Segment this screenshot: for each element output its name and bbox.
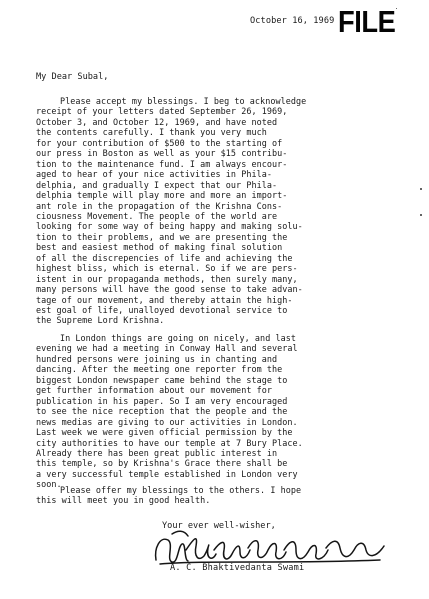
- body-line: Already there has been great public interest in: [36, 447, 278, 458]
- letter-date: October 16, 1969 ;: [250, 16, 345, 26]
- body-line: looking for some way of being happy and making solu-: [36, 221, 303, 232]
- file-stamp: FILE: [338, 4, 396, 39]
- body-line: aged to hear of your nice activities in Phila-: [36, 169, 272, 180]
- body-line: a very successful temple established in London very: [36, 468, 298, 479]
- body-line: the Supreme Lord Krishna.: [36, 315, 165, 326]
- body-line: of all the discrepencies of life and achieving the: [36, 252, 293, 263]
- body-line: delphia temple will play more and more an import-: [36, 190, 288, 201]
- body-line: tion to their problems, and we are presenting the: [36, 231, 288, 242]
- body-line: soon.: [36, 479, 62, 490]
- body-line: our press in Boston as well as your $15 contribu-: [36, 148, 288, 159]
- salutation: My Dear Subal,: [36, 72, 109, 82]
- body-line: receipt of your letters dated September 26, 1969,: [36, 106, 288, 117]
- body-line: delphia, and gradually I expect that our Phila-: [36, 179, 278, 190]
- body-line: publication in his paper. So I am very encouraged: [36, 395, 288, 406]
- body-line: tage of our movement, and thereby attain the high-: [36, 294, 293, 305]
- body-line: to see the nice reception that the people and the: [36, 406, 288, 417]
- body-line: for your contribution of $500 to the starting of: [36, 137, 283, 148]
- body-line: ciousness Movement. The people of the world are: [36, 210, 278, 221]
- body-line: biggest London newspaper came behind the stage to: [36, 374, 288, 385]
- body-line: highest bliss, which is eternal. So if we are pers-: [36, 263, 298, 274]
- body-line: news medias are giving to our activities in London.: [36, 416, 298, 427]
- signatory-name: A. C. Bhaktivedanta Swami: [170, 563, 305, 573]
- body-line: best and easiest method of making final solution: [36, 242, 283, 253]
- body-line: hundred persons were joining us in chanting and: [36, 353, 278, 364]
- body-line: the contents carefully. I thank you very much: [36, 127, 267, 138]
- body-line: In London things are going on nicely, and last: [60, 333, 296, 343]
- body-line: many persons will have the good sense to take advan-: [36, 284, 303, 295]
- body-line: Please offer my blessings to the others. I hope: [60, 485, 302, 495]
- body-line: this temple, so by Krishna's Grace there shall be: [36, 458, 288, 469]
- body-line: city authorities to have our temple at 7 Bury Place.: [36, 437, 303, 448]
- body-line: ant role in the propagation of the Krishna Cons-: [36, 200, 283, 211]
- body-line: get further information about our movement for: [36, 385, 272, 396]
- body-line: October 3, and October 12, 1969, and have noted: [36, 116, 278, 127]
- body-line: tion to the maintenance fund. I am always encour-: [36, 158, 288, 169]
- body-line: Last week we were given official permission by the: [36, 427, 293, 438]
- body-line: est goal of life, unalloyed devotional service to: [36, 305, 288, 315]
- body-line: istent in our propaganda methods, then surely many,: [36, 273, 298, 284]
- body-line: this will meet you in good health.: [36, 495, 211, 506]
- closing-line: Your ever well-wisher,: [162, 521, 276, 531]
- body-line: dancing. After the meeting one reporter from the: [36, 364, 283, 375]
- body-line: Please accept my blessings. I beg to acknowledge: [60, 96, 307, 106]
- body-line: evening we had a meeting in Conway Hall and several: [36, 343, 298, 354]
